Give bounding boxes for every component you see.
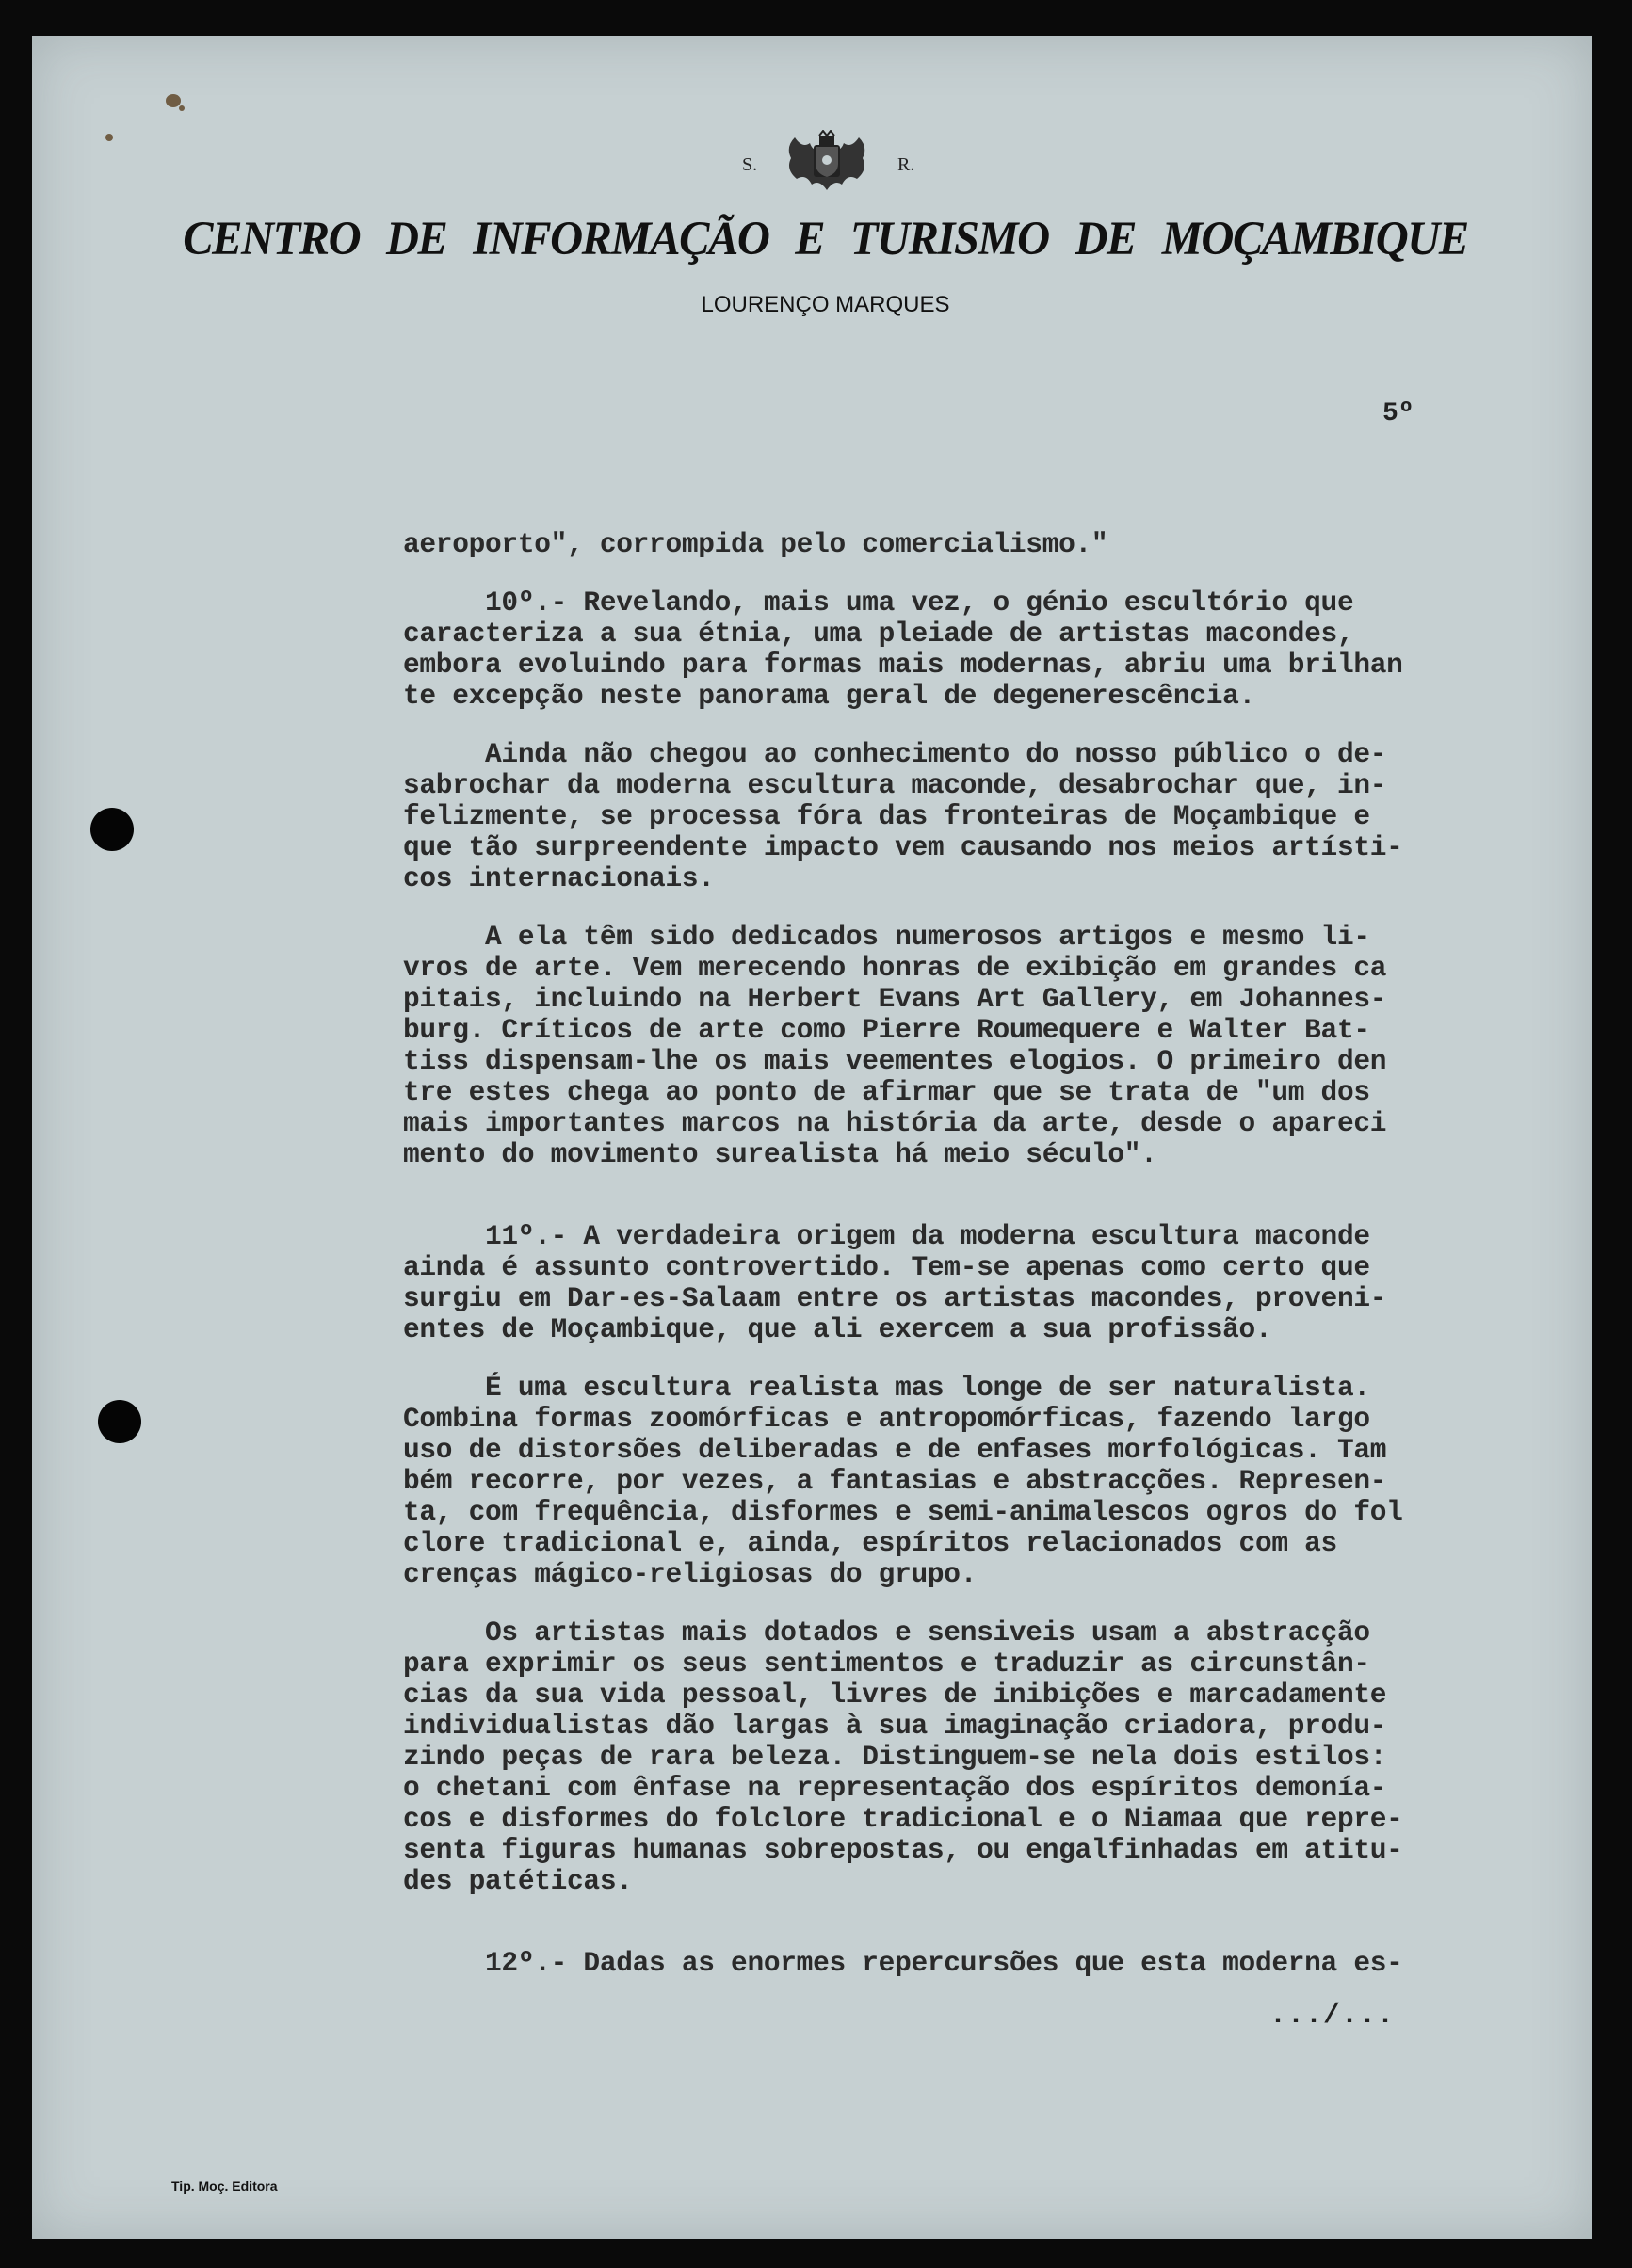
- text-line: tre estes chega ao ponto de afirmar que se trata de "um dos: [403, 1076, 1370, 1108]
- text-line: o chetani com ênfase na representação dos espíritos demonía-: [403, 1772, 1387, 1804]
- text-line: burg. Críticos de arte como Pierre Roumequere e Walter Bat-: [403, 1014, 1370, 1046]
- city-subtitle: LOURENÇO MARQUES: [701, 292, 950, 317]
- text-line: 10º.- Revelando, mais uma vez, o génio escultório que: [403, 587, 1354, 619]
- text-line: felizmente, se processa fóra das fronteiras de Moçambique e: [403, 800, 1370, 832]
- text-line: que tão surpreendente impacto vem causando nos meios artísti-: [403, 831, 1403, 863]
- letterhead-emblem-row: [0, 130, 1632, 205]
- text-line: zindo peças de rara beleza. Distinguem-se nela dois estilos:: [403, 1741, 1387, 1773]
- text-line: cos e disformes do folclore tradicional e o Niamaa que repre-: [403, 1803, 1403, 1835]
- organization-title: CENTRO DE INFORMAÇÃO E TURISMO DE MOÇAMBIQUE: [183, 213, 1468, 265]
- text-line: uso de distorsões deliberadas e de enfases morfológicas. Tam: [403, 1434, 1387, 1466]
- continuation-mark: .../...: [1269, 2000, 1396, 2032]
- text-line: crenças mágico-religiosas do grupo.: [403, 1558, 978, 1590]
- text-line: ta, com frequência, disformes e semi-animalescos ogros do fol: [403, 1496, 1403, 1528]
- text-line: Combina formas zoomórficas e antropomórficas, fazendo largo: [403, 1403, 1370, 1435]
- text-line: tiss dispensam-lhe os mais veementes elogios. O primeiro den: [403, 1045, 1387, 1077]
- text-line: mento do movimento surealista há meio século".: [403, 1138, 1157, 1170]
- text-line: aeroporto", corrompida pelo comercialismo.": [403, 528, 1108, 560]
- text-line: clore tradicional e, ainda, espíritos relacionados com as: [403, 1527, 1337, 1559]
- text-line: entes de Moçambique, que ali exercem a sua profissão.: [403, 1313, 1272, 1345]
- punch-hole: [90, 808, 134, 851]
- document-body: [403, 529, 1580, 1979]
- ink-stain: [166, 94, 181, 107]
- text-line: embora evoluindo para formas mais modernas, abriu uma brilhan: [403, 649, 1403, 681]
- text-line: 12º.- Dadas as enormes repercursões que esta moderna es-: [403, 1947, 1403, 1979]
- text-line: vros de arte. Vem merecendo honras de exibição em grandes ca: [403, 952, 1387, 984]
- text-line: pitais, incluindo na Herbert Evans Art Gallery, em Johannes-: [403, 983, 1387, 1015]
- emblem-right-letter: R.: [897, 154, 915, 175]
- text-line: surgiu em Dar-es-Salaam entre os artistas macondes, proveni-: [403, 1282, 1387, 1314]
- text-line: sabrochar da moderna escultura maconde, desabrochar que, in-: [403, 769, 1387, 801]
- emblem-left-letter: S.: [742, 154, 758, 175]
- printer-imprint: Tip. Moç. Editora: [171, 2179, 278, 2194]
- text-line: 11º.- A verdadeira origem da moderna escultura maconde: [403, 1220, 1370, 1252]
- text-line: te excepção neste panorama geral de degenerescência.: [403, 680, 1255, 712]
- text-line: senta figuras humanas sobrepostas, ou engalfinhadas em atitu-: [403, 1834, 1403, 1866]
- text-line: A ela têm sido dedicados numerosos artigos e mesmo li-: [403, 921, 1370, 953]
- text-line: cos internacionais.: [403, 862, 715, 894]
- page-number: 5º: [1382, 399, 1414, 428]
- text-line: individualistas dão largas à sua imaginação criadora, produ-: [403, 1710, 1387, 1742]
- punch-hole: [98, 1400, 141, 1443]
- text-line: Os artistas mais dotados e sensiveis usam a abstracção: [403, 1617, 1370, 1649]
- text-line: bém recorre, por vezes, a fantasias e abstracções. Represen-: [403, 1465, 1387, 1497]
- text-line: des patéticas.: [403, 1865, 633, 1897]
- text-line: mais importantes marcos na história da arte, desde o apareci: [403, 1107, 1387, 1139]
- text-line: ainda é assunto controvertido. Tem-se apenas como certo que: [403, 1251, 1370, 1283]
- text-line: para exprimir os seus sentimentos e traduzir as circunstân-: [403, 1648, 1370, 1680]
- text-line: cias da sua vida pessoal, livres de inibições e marcadamente: [403, 1679, 1387, 1711]
- coat-of-arms-icon: [782, 130, 872, 198]
- text-line: caracteriza a sua étnia, uma pleiade de artistas macondes,: [403, 618, 1354, 650]
- text-line: Ainda não chegou ao conhecimento do nosso público o de-: [403, 738, 1387, 770]
- text-line: É uma escultura realista mas longe de ser naturalista.: [403, 1372, 1370, 1404]
- ink-stain: [179, 105, 185, 111]
